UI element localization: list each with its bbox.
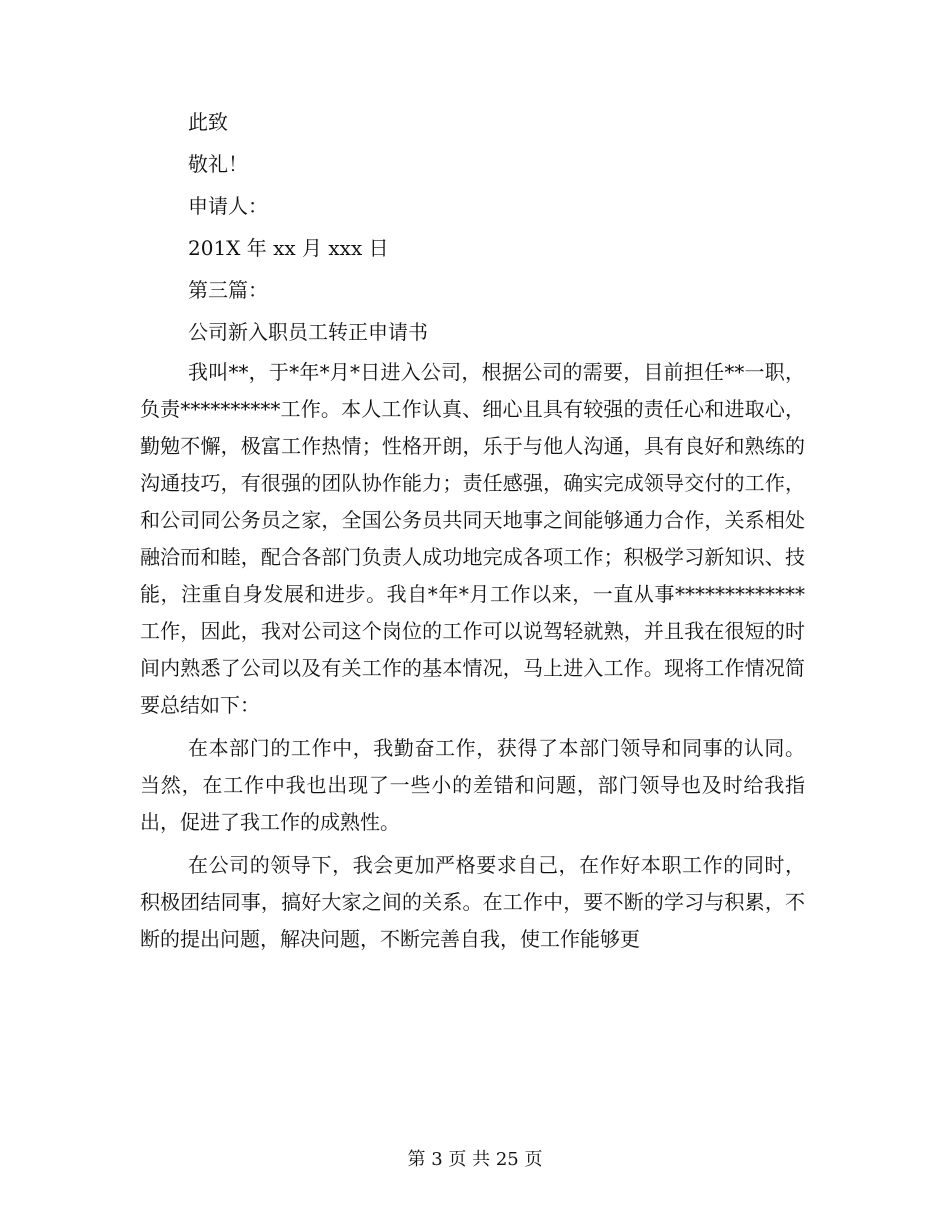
document-body xyxy=(140,101,805,958)
section-title: 公司新入职员工转正申请书 xyxy=(188,320,428,344)
paragraph-intro: 我叫**，于*年*月*日进入公司，根据公司的需要，目前担任**一职，负责**********工作。本人工作认真、细心且具有较强的责任心和进取心，勤勉不懈，极富工作热情；性格开朗，乐于与他人沟通，具有良好和熟练的沟通技巧，有很强的团队协作能力；责任感强，确实完成领导交付的工作，和公司同公务员之家，全国公务员共同天地事之间能够通力合作，关系相处融洽而和睦，配合各部门负责人成功地完成各项工作；积极学习新知识、技能，注重自身发展和进步。我自*年*月工作以来，一直从事*************工作，因此，我对公司这个岗位的工作可以说驾轻就熟，并且我在很短的时间内熟悉了公司以及有关工作的基本情况，马上进入工作。现将工作情况简要总结如下： xyxy=(140,360,805,717)
paragraph-department: 在本部门的工作中，我勤奋工作，获得了本部门领导和同事的认同。当然，在工作中我也出现了一些小的差错和问题，部门领导也及时给我指出，促进了我工作的成熟性。 xyxy=(140,736,805,834)
closing-regards: 敬礼！ xyxy=(188,152,248,176)
section-label: 第三篇： xyxy=(188,278,268,302)
page-number-footer: 第 3 页 共 25 页 xyxy=(407,1149,543,1170)
applicant-label: 申请人： xyxy=(188,194,268,218)
date-line: 201X 年 xx 月 xxx 日 xyxy=(188,236,389,260)
closing-salutation: 此致 xyxy=(188,110,228,134)
paragraph-plan: 在公司的领导下，我会更加严格要求自己，在作好本职工作的同时，积极团结同事，搞好大家之间的关系。在工作中，要不断的学习与积累，不断的提出问题，解决问题，不断完善自我，使工作能够更 xyxy=(140,853,805,951)
